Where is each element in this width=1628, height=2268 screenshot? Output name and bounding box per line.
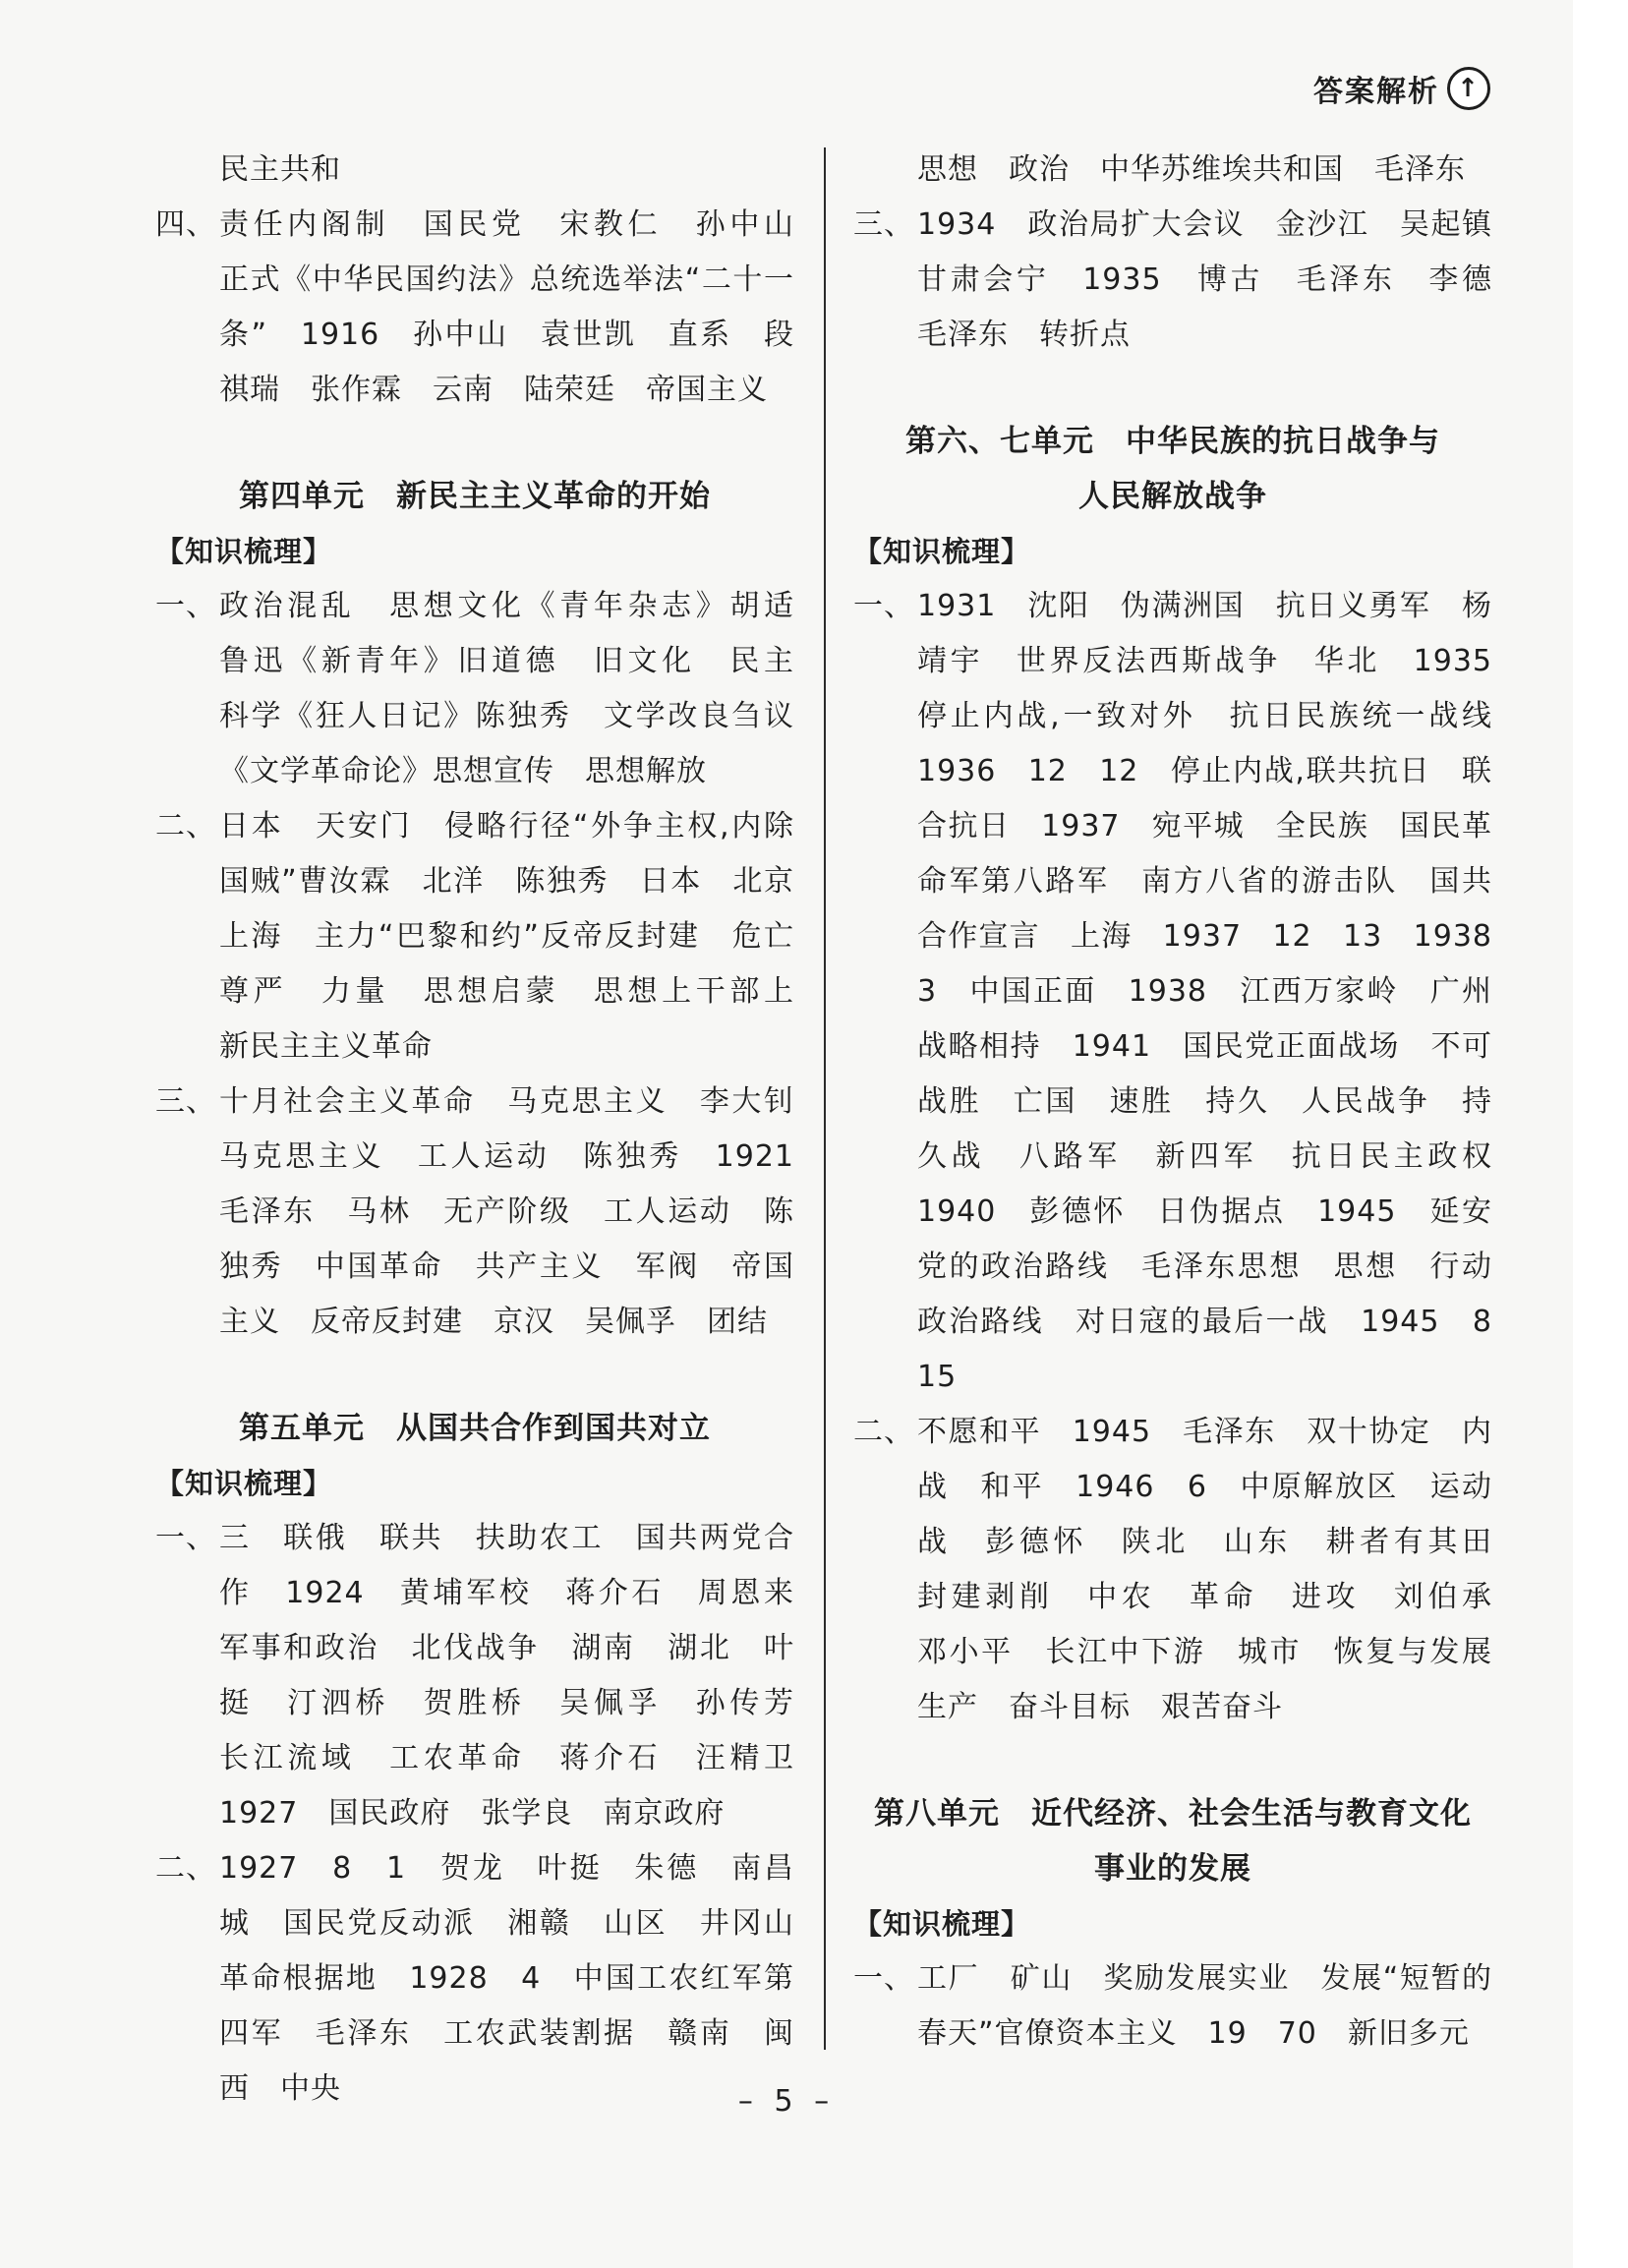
item-text: 工厂 矿山 奖励发展实业 发展“短暂的春天”官僚资本主义 19 70 新旧多元 — [917, 1961, 1492, 2051]
section-label: 【知识梳理】 — [155, 535, 333, 568]
item-text: 政治混乱 思想文化《青年杂志》胡适 鲁迅《新青年》旧道德 旧文化 民主 科学《狂人日记》陈独秀 文学改良刍议《文学革命论》思想宣传 思想解放 — [219, 589, 825, 788]
list-item — [155, 1075, 825, 1350]
item-number: 四、 — [155, 207, 216, 242]
item-text: 1934 政治局扩大会议 金沙江 吴起镇 甘肃会宁 1935 博古 毛泽东 李德 毛泽东 转折点 — [917, 207, 1523, 352]
page-number: – 5 – — [737, 2084, 836, 2119]
section-label: 【知识梳理】 — [853, 1907, 1031, 1941]
unit-8-title: 第八单元 近代经济、社会生活与教育文化 — [874, 1796, 1472, 1832]
item-text: 三 联俄 联共 扶助农工 国共两党合作 1924 黄埔军校 蒋介石 周恩来 军事和政治 北伐战争 湖南 湖北 叶挺 汀泗桥 贺胜桥 吴佩孚 孙传芳 长江流域 工农革命 蒋介石 汪精卫 1927 国民政府 张学良 南京政府 — [219, 1521, 825, 1831]
item-number: 三、 — [155, 1084, 216, 1119]
item-number: 二、 — [853, 1415, 914, 1449]
item-number: 三、 — [853, 207, 914, 242]
item-number: 一、 — [155, 589, 216, 623]
item-number: 一、 — [155, 1521, 216, 1555]
continued-text: 民主共和 — [219, 152, 341, 187]
unit-8-title-line2: 事业的发展 — [1094, 1851, 1251, 1887]
item-text: 日本 天安门 侵略行径“外争主权,内除国贼”曹汝霖 北洋 陈独秀 日本 北京 上海 主力“巴黎和约”反帝反封建 危亡 尊严 力量 思想启蒙 思想上干部上 新民主主义革命 — [219, 809, 825, 1064]
item-text: 责任内阁制 国民党 宋教仁 孙中山 正式《中华民国约法》总统选举法“二十一条” 1916 孙中山 袁世凯 直系 段祺瑞 张作霖 云南 陆荣廷 帝国主义 — [219, 207, 825, 407]
list-item — [155, 198, 825, 418]
page-header — [1313, 67, 1490, 110]
item-number: 二、 — [155, 809, 216, 843]
item-text: 十月社会主义革命 马克思主义 李大钊 马克思主义 工人运动 陈独秀 1921 毛泽东 马林 无产阶级 工人运动 陈独秀 中国革命 共产主义 军阀 帝国主义 反帝反封建 京汉 吴佩孚 团结 — [219, 1084, 825, 1339]
header-title: 答案解析 — [1313, 75, 1439, 109]
section-label: 【知识梳理】 — [155, 1467, 333, 1500]
unit-6-7-title-line2: 人民解放战争 — [1078, 479, 1267, 514]
list-item — [155, 1511, 825, 1841]
right-column — [853, 143, 1523, 2062]
list-item — [155, 1841, 794, 2117]
list-item — [155, 579, 825, 799]
unit-5-title: 第五单元 从国共合作到国共对立 — [239, 1411, 711, 1446]
left-column — [155, 143, 825, 2117]
up-arrow-icon: ↑ — [1447, 67, 1490, 110]
item-text: 1927 8 1 贺龙 叶挺 朱德 南昌城 国民党反动派 湘赣 山区 井冈山革命根据地 1928 4 中国工农红军第四军 毛泽东 工农武装割据 赣南 闽西 中央 — [219, 1851, 794, 2106]
list-item — [853, 1951, 1492, 2062]
item-number: 一、 — [853, 1961, 914, 1996]
list-item — [155, 799, 825, 1075]
item-text: 不愿和平 1945 毛泽东 双十协定 内战 和平 1946 6 中原解放区 运动战 彭德怀 陕北 山东 耕者有其田 封建剥削 中农 革命 进攻 刘伯承 邓小平 长江中下游 城市 恢复与发展生产 奋斗目标 艰苦奋斗 — [917, 1415, 1523, 1724]
unit-4-title: 第四单元 新民主主义革命的开始 — [239, 479, 711, 514]
item-number: 一、 — [853, 589, 914, 623]
section-label: 【知识梳理】 — [853, 535, 1031, 568]
unit-6-7-title: 第六、七单元 中华民族的抗日战争与 — [905, 424, 1440, 459]
continued-text: 思想 政治 中华苏维埃共和国 毛泽东 — [917, 152, 1466, 187]
item-number: 二、 — [155, 1851, 216, 1886]
item-text: 1931 沈阳 伪满洲国 抗日义勇军 杨靖宇 世界反法西斯战争 华北 1935 停止内战,一致对外 抗日民族统一战线 1936 12 12 停止内战,联共抗日 联合抗日 1937 宛平城 全民族 国民革命军第八路军 南方八省的游击队 国共合作宣言 上海 1937 12 13 1938 3 中国正面 1938 江西万家岭 广州 战略相持 1941 国民党正面战场 不可战胜 亡国 速胜 持久 人民战争 持久战 八路军 新四军 抗日民主政权 1940 彭德怀 日伪据点 1945 延安 党的政治路线 毛泽东思想 思想 行动 政治路线 对日寇的最后一战 1945 8 15 — [917, 589, 1523, 1394]
list-item — [853, 1405, 1523, 1735]
list-item — [853, 579, 1523, 1405]
list-item — [853, 198, 1523, 363]
